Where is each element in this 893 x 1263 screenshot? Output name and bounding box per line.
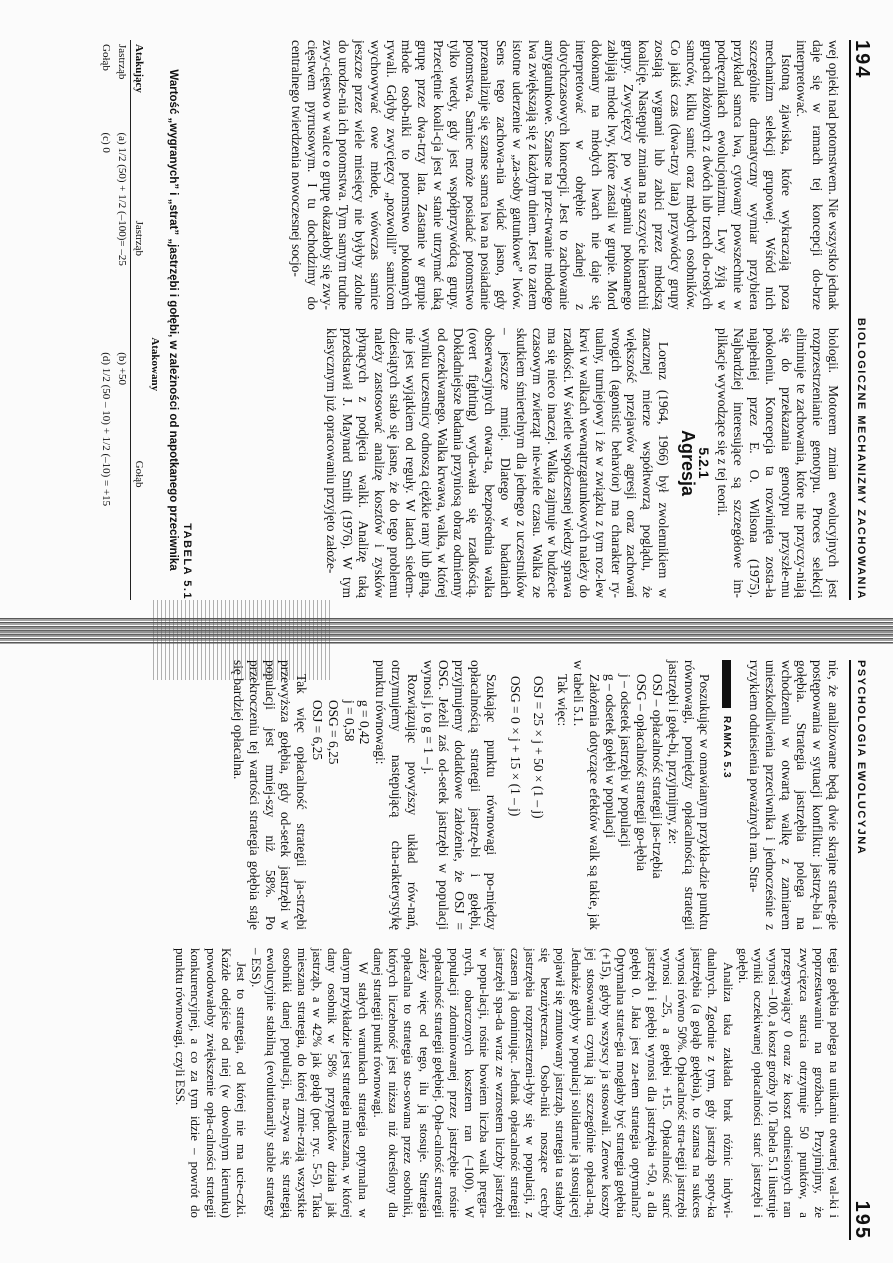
running-head-right [849, 660, 873, 1240]
paragraph: Tak więc: [555, 674, 571, 727]
attacked-header: Atakowany [149, 337, 161, 392]
paragraph: nie, że analizowane będą dwie skrajne strate-gie postępowania w sytuacji konfliktu: jastrzę-bia i gołębia. Strategia jastrzębia polega na wchodzeniu w otwartą walkę z zamiarem unieszkodliwienia przeciwnika i jednocześnie z ryzykiem odniesienia poważnych ran. Stra- [747, 660, 841, 930]
row-label: Jastrząb [116, 44, 128, 80]
page-number: 195 [851, 1200, 873, 1240]
running-head-left [849, 40, 873, 600]
left-column-1 [288, 40, 841, 310]
table-cell: (d) 1/2 (50 – 10) + 1/2 (–10) = +15 [100, 352, 112, 507]
left-column-2 [288, 328, 841, 598]
box-label [718, 660, 734, 930]
paragraph: Jest to strategia, od której nie ma ucie-czki. Każde odejście od niej (w dowolnym kierunku) powodowałoby zwiększenie opła-calności strategii konkurencyjnej, a co za tym idzie – powrót do punktu równowagi, czyli ESS. [173, 948, 249, 1218]
solution-line: OSG = 6,25 [325, 700, 341, 765]
table-row [98, 40, 114, 600]
running-head-title: BIOLOGICZNE MECHANIZMY ZACHOWANIA [855, 317, 867, 600]
page-number: 194 [851, 40, 873, 80]
paragraph: Szukając punktu równowagi po-między opłacalnością strategii jastrzę-bi i gołębi, przyjmujemy dodatkowe założenie, że OSJ = OSG. Jeżeli zaś od-setek jastrzębi w populacji wynosi j, to g = 1 – j. [420, 660, 499, 930]
column-header: Jastrząb [131, 128, 148, 348]
box-label-bar [722, 660, 731, 708]
table-row [114, 40, 131, 600]
section-number: 5.2.1 [695, 447, 712, 479]
paragraph: Analiza taka zakłada brak różnic indywi-dualnych. Zgodnie z tym, gdy jastrząb spoty-ka jastrzębia (a gołąb gołębia), to szansa na sukces wynosi równo 50%. Opłacalność stra-tegii jastrzębi wynosi –25, a gołębi +15. Opłacalność starć jastrzębi i gołębi wynosi dla jastrzębia +50, a dla gołębi 0. Jaka jest za-tem strategia optymalna? Optymalna strate-gia mogłaby być strategia gołębia (+15), gdyby wszyscy ja stosowali. Zerowe koszty jej stosowania czynią ją szczególnie opłacal-ną. Jednakże gdyby w populacji solidarnie ją stosującej pojawił się zmutowany jastrząb, strategia ta stałaby się bezużyteczna. Osob-niki noszące cechy jastrzębia rozprzestrzeni-łyby się w populacji, z czasem ją dominując. Jednak opłacalność strategii jastrzębi spa-da wraz ze wzrostem liczby jastrzębi w popu-lacji, rośnie bowiem liczba walk pręgra-nych, obarczonych kosztem ran (–100). W populacji zdominowanej przez jastrzębie rośnie opłacalność strategii gołębiej. Opła-calność strategii zależy więc od tego, ilu ją stosuje. Strategia opłacalna to strategia sto-sowana przez osobniki, których liczebność jest niższa niż określony dla danej strategii punkt równowagi. [370, 948, 735, 1218]
attacker-header: Atakujący [131, 40, 148, 128]
paragraph: Istotną zjawiska, które wykraczają poza mechanizm selekcji grupowej. Wśród nich szczególnie dramatyczny wymiar przybiera przykład samca lwa, cytowany powszechnie w podręcznikach ewolucjonizmu. Lwy żyją w grupach złożonych z dwóch lub trzech do-rosłych samców, kilku samic oraz młodych osobników. Co jakiś czas (dwa-trzy lata) przywódcy grupy zostają wygnani lub zabici przez młodszą koalicję. Następuje zmiana na szczycie hierarchii grupy. Zwycięzcy po wy-gnaniu pokonanego zabijają młode lwy, które zastali w grupie. Mord dokonany na młodych lwach nie daje się interpretować w obrębie żadnej z dotychczasowych koncepcji. Jest to zachowanie antygatunkowe. Szanse na prze-trwanie młodego lwa zwiększają się z każdym dniem. Jest to zatem istotne uderzenie w „za-soby gatunkowe” lwów. Sens tego zachowa-nia widać jasno, gdy przeanalizuje się szanse samca lwa na posiadanie potomstwa. Samiec może posiadać potomstwo tylko wtedy, gdy jest współprzywódcą grupy. Przeciętnie koali-cja jest w stanie utrzymać taką grupę przez dwa-trzy lata. Zastanie w grupie młode osob-niki to potomstwo pokonanych rywali. Gdyby zwycięzcy „pozwolili” samicom wychowywać owe młode, wówczas samice jeszcze przez wiele miesięcy nie byłyby zdolne do urodze-nia ich potomstwa. Tym samym trudne zwy-cięstwo w walce o grupę okazałoby się zwy-cięstwem pyrrusowym. I tu dochodzimy do centralnego twierdzenia nowoczesnej socjo- [288, 40, 794, 310]
right-column-2 [172, 948, 841, 1218]
row-label: Gołąb [100, 44, 112, 71]
paragraph: Lorenz (1964, 1966) był zwolennikiem w znacznej mierze współtworzą poglądu, że większość przejawów agresji oraz zachowań wrogich (agonistic behavior) ma charakter ry-tualny, turniejowy i że w związku z tym roz-lew krwi w walkach wewnątrzgatunkowych należy do rzadkości. W świetle współczesnej wiedzy sprawa ma się nieco inaczej. Walka zajmuje w budżecie czasowym zwierząt nie-wiele czasu. Walka ze skutkiem śmiertelnym dla jednego z uczestników – jeszcze mniej. Dlatego w badaniach obserwacyjnych otwar-ta, bezpośrednia walka (overt fighting) wyda-wała się rzadkością. Dokładniejsze badania przyniosą obraz odmienny od oczekiwanego. Walka krwawa, walka, w której wyniku uczestnicy odnoszą ciężkie rany lub giną, nie jest wyjątkiem od reguły. W latach siedem-dziesiątych stało się jasne, że do tego problemu należy zastosować analizę kosztów i zysków płynących z podjęcia walki. Analizę taką przedstawił J. Maynard Smith (1976). W tym klasycznym już opracowaniu przyjęto założe- [324, 328, 672, 598]
table-cell: (b) +50 [116, 352, 128, 386]
formula: OSG = 0 × j + 15 × (1 – j) [507, 676, 523, 817]
paragraph: Tak więc opłacalność strategii ja-strzębi przewyższa gołębia, gdy od-setek jastrzębi w populacji jest mniej-szy niż 58%. Po przekroczeniu tej wartości strategia gołębia staje się bardziej opłacalna. [231, 660, 310, 930]
paragraph: biologii. Motorem zmian ewolucyjnych jest rozprzestrzenianie genotypu. Proces selekcji eliminuje te zachowania, które nie przyczy-niają się do przekazania genotypu przyszłe-mu pokoleniu. Koncepcja ta rozwinięta zosta-ła najpełniej przez E. O. Wilsona (1975). Najbardziej interesujące są szczegółowe im-plikacje wywodzące się z tej teorii. [715, 328, 841, 598]
box-label-text: RAMKA 5.3 [721, 716, 733, 779]
solution-line: OSJ = 6,25 [310, 700, 326, 761]
table-cell: (a) 1/2 (50) + 1/2 (–100)= –25 [116, 132, 128, 266]
table-cell: (c) 0 [100, 132, 112, 153]
solution-line: g = 0,42 [357, 700, 373, 745]
solution-line: j = 0,58 [341, 700, 357, 742]
right-page [0, 640, 893, 1260]
formula: OSJ = 25 × j + 50 × (1 – j) [531, 676, 547, 819]
paragraph: Założenia dotyczące efektów walk są takie, jak w tabeli 5.1. [571, 660, 602, 930]
left-page [0, 0, 893, 620]
paragraph: OSJ – opłacalność strategii jas-trzębia [650, 674, 666, 879]
paragraph: j – odsetek jastrzębi w populacji [618, 674, 634, 847]
table-title: Wartość „wygranych” i „strat” „jastrzębi i gołębi, w zależności od napotkanego przeciwnika [167, 69, 179, 571]
paragraph: Poszukując w omawianym przykła-dzie punktu równowagi, pomiędzy opłacalnością strategii jastrzębi i gołę-bi, przyjmijmy, że: [665, 660, 713, 930]
section-title: Agresja [677, 429, 698, 497]
table-label: TABELA 5.1 [181, 523, 193, 600]
running-head-title: PSYCHOLOGIA EWOLUCYJNA [855, 660, 867, 856]
column-header: Gołąb [131, 348, 148, 600]
table-5-1 [98, 40, 193, 600]
paragraph: tegia gołębia polega na unikaniu otwartej wal-ki i poprzestawaniu na groźbach. Przyjmijmy, że zwycięzca starcia otrzymuje 50 punktów, a przegrywający 0 oraz że koszt odniesionych ran wynosi –100, a koszt groźby 10. Tabela 5.1 ilustruje wyniki oczekiwanej opłacalności starć jastrzębi i gołębi. [735, 948, 841, 1218]
paragraph: wej opieki nad potomstwem. Nie wszystko jednak daje się w ramach tej koncepcji do-brze interpretować. [794, 40, 841, 310]
paragraph: OSG – opłacalność strategii go-łębia [634, 674, 650, 872]
paragraph: g – odsetek gołębi w populacji [602, 674, 618, 839]
right-column-1 [172, 660, 841, 930]
payoff-table [98, 40, 163, 600]
paragraph: W stałych warunkach strategia optymalna w danym przykładzie jest strategia mieszana, w której dany osobnik w 58% przypadków działa jak jastrząb, a w 42% jak gołąb (por. ryc. 5-5). Taka mieszana strategia, do której zmie-rzają wszystkie osobniki danej populacji, na-zywa się strategią ewolucyjnie stabilną (evolutionarily stable strategy – ESS). [249, 948, 370, 1218]
paragraph: Rozwiązując powyższy układ rów-nań, otrzymujemy następującą cha-rakterystykę punktu równowagi: [373, 660, 420, 930]
